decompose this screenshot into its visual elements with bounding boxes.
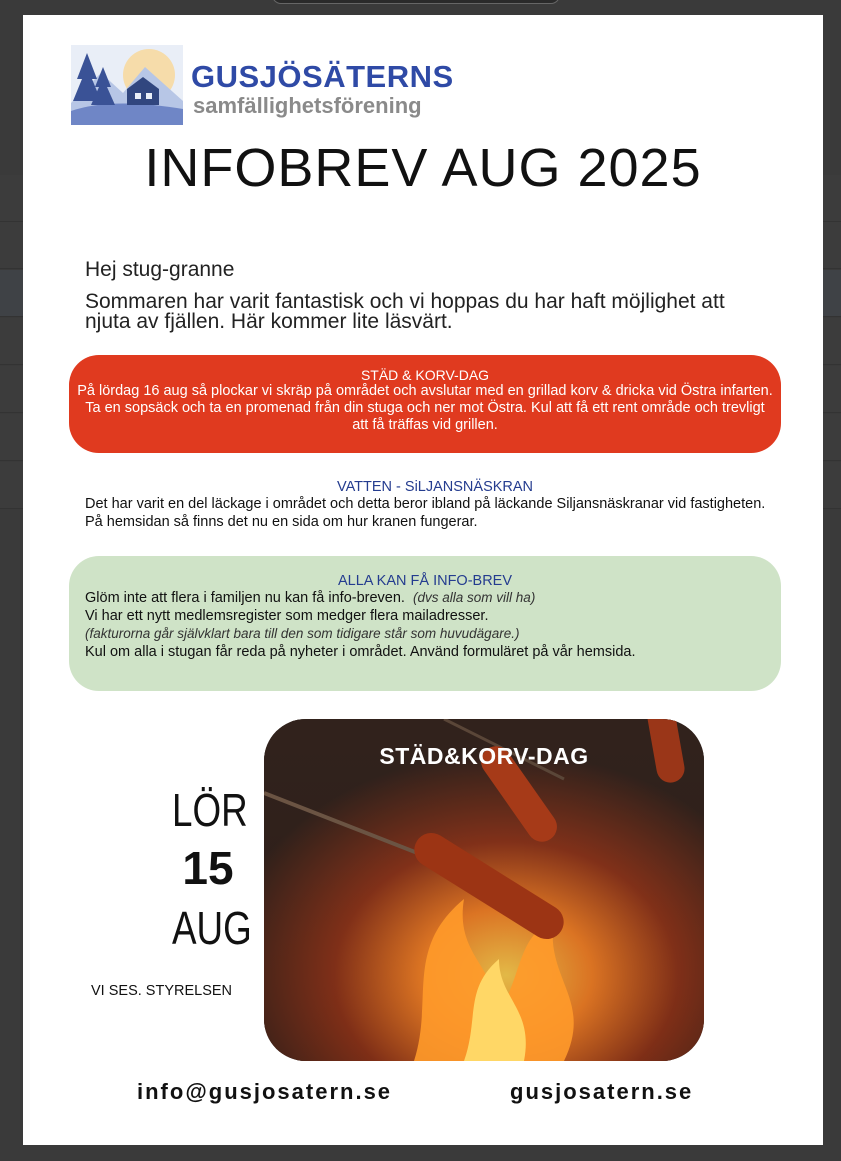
info-letter-line4: Kul om alla i stugan får reda på nyheter i området. Använd formuläret på vår hemsida. [85, 644, 636, 660]
info-letter-line1-note: (dvs alla som vill ha) [413, 590, 536, 605]
info-letter-card [69, 556, 781, 691]
brand-name: GUSJÖSÄTERNS [191, 59, 454, 94]
cleanup-day-title: STÄD & KORV-DAG [360, 367, 490, 383]
newsletter-title: INFOBREV AUG 2025 [144, 138, 702, 198]
greeting: Hej stug-granne [85, 258, 235, 281]
brand-subtitle: samfällighetsförening [193, 93, 422, 118]
info-letter-line3: (fakturorna går självklart bara till den som tidigare står som huvudägare.) [85, 626, 520, 641]
cabin-mountain-logo [71, 45, 183, 125]
intro-text: Sommaren har varit fantastisk och vi hoppas du har haft möjlighet att njuta av fjällen. Här kommer lite läsvärt. [85, 290, 725, 333]
background-search-pill [272, 0, 560, 4]
info-letter-line [85, 589, 781, 607]
cleanup-day-body: På lördag 16 aug så plockar vi skräp på området och avslutar med en grillad korv & dricka vid Östra infarten. Ta en sopsäck och ta en promenad från din stuga och ner mot Östra. Kul att få ett rent område och trevligt att få träffas vid grillen. [77, 383, 773, 433]
grill-photo [264, 719, 704, 1061]
cleanup-day-card [69, 355, 781, 453]
newsletter-preview-modal [23, 15, 823, 1145]
event-weekday: LÖR [172, 784, 248, 836]
event-day: 15 [182, 842, 234, 894]
info-letter-line1: Glöm inte att flera i familjen nu kan få info-breven. [85, 590, 405, 606]
event-month: AUG [172, 902, 252, 954]
info-letter-line2: Vi har ett nytt medlemsregister som medger flera mailadresser. [85, 608, 489, 624]
signoff: VI SES. STYRELSEN [91, 983, 233, 999]
sausage-fire-image [264, 719, 704, 1061]
water-section-body: Det har varit en del läckage i området och detta beror ibland på läckande Siljansnäskranar vid fastigheten. På hemsidan så finns det nu en sida om hur kranen fungerar. [85, 496, 766, 530]
photo-caption: STÄD&KORV-DAG [379, 743, 589, 769]
website-link[interactable]: gusjosatern.se [510, 1079, 694, 1104]
info-letter-title: ALLA KAN FÅ INFO-BREV [337, 573, 513, 589]
water-section-title: VATTEN - SiLJANSNÄSKRAN [336, 479, 534, 495]
contact-email[interactable]: info@gusjosatern.se [137, 1079, 393, 1104]
water-section [85, 479, 785, 531]
